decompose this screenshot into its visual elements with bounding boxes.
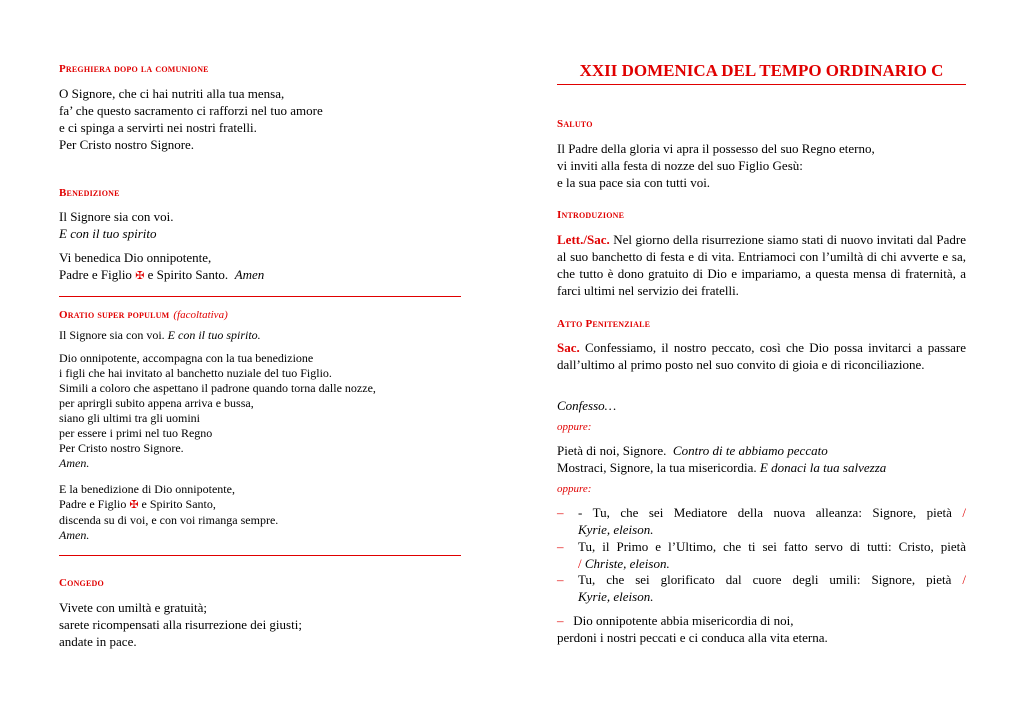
atto-text xyxy=(557,339,966,373)
speaker-label: Sac. xyxy=(557,340,580,355)
invocation-line xyxy=(557,504,966,521)
text-line xyxy=(59,266,461,285)
invocation-line: Tu, il Primo e l’Ultimo, che ti sei fatto servo di tutti: Cristo, pietà xyxy=(578,539,966,554)
dash-marker: – xyxy=(557,539,564,554)
dash-marker: – xyxy=(557,505,564,520)
response-line xyxy=(557,555,966,572)
confesso-line: Confesso… xyxy=(557,398,617,413)
text-line: vi inviti alla festa di nozze del suo Figlio Gesù: xyxy=(557,158,803,173)
text-line xyxy=(557,612,966,629)
text-line: fa’ che questo sacramento ci rafforzi nel tuo amore xyxy=(59,103,323,118)
text-line: Simili a coloro che aspettano il padrone quando torna dalle nozze, xyxy=(59,381,376,395)
text-span: - Tu, che sei Mediatore della nuova alleanza: Signore, pietà xyxy=(578,505,952,520)
text-line: Per Cristo nostro Signore. xyxy=(59,441,184,455)
text-span: Pietà di noi, Signore. xyxy=(557,443,667,458)
slash-marker: / xyxy=(962,572,967,587)
oppure-label: oppure: xyxy=(557,483,592,495)
text-span: e Spirito Santo, xyxy=(141,497,216,511)
text-span: Dio onnipotente abbia misericordia di noi, xyxy=(573,613,794,628)
introduzione-text xyxy=(557,231,966,299)
text-span: Tu, che sei glorificato dal cuore degli umili: Signore, pietà xyxy=(578,572,952,587)
text-span: Mostraci, Signore, la tua misericordia. xyxy=(557,460,757,475)
invocation-3 xyxy=(557,571,966,605)
text-line: per aprirgli subito appena arriva e bussa, xyxy=(59,396,254,410)
text-span: Il Signore sia con voi. xyxy=(59,328,165,342)
oratio-heading-row xyxy=(59,305,461,323)
text-line: e ci spinga a servirti nei nostri fratelli. xyxy=(59,120,257,135)
slash-marker: / xyxy=(962,505,967,520)
response-span: Contro di te abbiamo peccato xyxy=(672,443,828,458)
text-line: E la benedizione di Dio onnipotente, xyxy=(59,482,235,496)
benedizione-blessing xyxy=(59,249,461,285)
text-line: Il Signore sia con voi. xyxy=(59,209,174,224)
text-line: Dio onnipotente, accompagna con la tua benedizione xyxy=(59,351,314,365)
title-underline xyxy=(557,84,966,85)
congedo-text xyxy=(59,599,461,650)
text-span: Confessiamo, il nostro peccato, così che Dio possa invitarci a passare dall’ultimo al primo posto nel suo convito di gioia e di riconciliazione. xyxy=(557,340,966,372)
text-line: sarete ricompensati alla risurrezione dei giusti; xyxy=(59,617,302,632)
benedizione-text xyxy=(59,208,461,242)
speaker-label: Lett./Sac. xyxy=(557,232,610,247)
text-line: perdoni i nostri peccati e ci conduca alla vita eterna. xyxy=(557,630,828,645)
oratio-blessing xyxy=(59,482,461,543)
text-line: Vi benedica Dio onnipotente, xyxy=(59,250,212,265)
amen-line: Amen. xyxy=(59,456,90,470)
text-span: Padre e Figlio xyxy=(59,267,132,282)
saluto-heading: Saluto xyxy=(557,118,593,130)
text-span: Padre e Figlio xyxy=(59,497,127,511)
text-line: andate in pace. xyxy=(59,634,137,649)
text-line: i figli che hai invitato al banchetto nuziale del tuo Figlio. xyxy=(59,366,332,380)
oratio-prayer xyxy=(59,351,461,471)
response-line: Kyrie, eleison. xyxy=(578,522,654,537)
saluto-text xyxy=(557,140,966,191)
absolution xyxy=(557,612,966,646)
text-line: siano gli ultimi tra gli uomini xyxy=(59,411,200,425)
text-span: Nel giorno della risurrezione siamo stati di nuovo invitati dal Padre al suo banchetto di festa e di vita. Entriamoci con l’umiltà di chi avverte e sa, che tutto è dono gratuito di Dio e impariamo, a questa mensa di fraternità, a farci ultimi nel servizio dei fratelli. xyxy=(557,232,966,298)
benedizione-heading: Benedizione xyxy=(59,187,120,199)
preghiera-heading: Preghiera dopo la comunione xyxy=(59,63,209,75)
oratio-heading: Oratio super populum xyxy=(59,309,170,321)
invocation-line xyxy=(557,571,966,588)
response-line: Kyrie, eleison. xyxy=(578,589,654,604)
invocation-2 xyxy=(557,538,966,572)
text-line: Il Padre della gloria vi apra il possesso del suo Regno eterno, xyxy=(557,141,875,156)
text-line xyxy=(59,497,461,513)
amen-line: Amen. xyxy=(59,528,90,542)
oratio-note: (facoltativa) xyxy=(173,309,228,321)
introduzione-heading: Introduzione xyxy=(557,209,625,221)
preghiera-text xyxy=(59,85,461,153)
text-span: e Spirito Santo. xyxy=(147,267,229,282)
text-line: discenda su di voi, e con voi rimanga sempre. xyxy=(59,513,279,527)
section-divider xyxy=(59,555,461,556)
text-line: per essere i primi nel tuo Regno xyxy=(59,426,213,440)
page-title: XXII DOMENICA DEL TEMPO ORDINARIO C xyxy=(579,61,944,80)
oppure-label: oppure: xyxy=(557,421,592,433)
dash-marker: – xyxy=(557,613,564,628)
text-line xyxy=(557,459,966,476)
text-line xyxy=(557,442,966,459)
text-span: Christe, eleison. xyxy=(584,556,670,571)
cross-icon: ✠ xyxy=(129,499,139,511)
congedo-heading: Congedo xyxy=(59,577,104,589)
text-line: Vivete con umiltà e gratuità; xyxy=(59,600,207,615)
slash-marker: / xyxy=(578,556,582,571)
text-line: O Signore, che ci hai nutriti alla tua mensa, xyxy=(59,86,285,101)
text-line: Per Cristo nostro Signore. xyxy=(59,137,195,152)
invocation-1 xyxy=(557,504,966,538)
oratio-greeting xyxy=(59,328,461,343)
dash-marker: – xyxy=(557,572,564,587)
amen-response: Amen xyxy=(234,267,265,282)
response-span: E donaci la tua salvezza xyxy=(759,460,887,475)
response-line: E con il tuo spirito xyxy=(59,226,157,241)
response-span: E con il tuo spirito. xyxy=(167,328,261,342)
cross-icon: ✠ xyxy=(135,270,145,282)
pieta-block xyxy=(557,442,966,476)
atto-heading: Atto Penitenziale xyxy=(557,318,651,330)
text-line: e la sua pace sia con tutti voi. xyxy=(557,175,711,190)
section-divider xyxy=(59,296,461,297)
